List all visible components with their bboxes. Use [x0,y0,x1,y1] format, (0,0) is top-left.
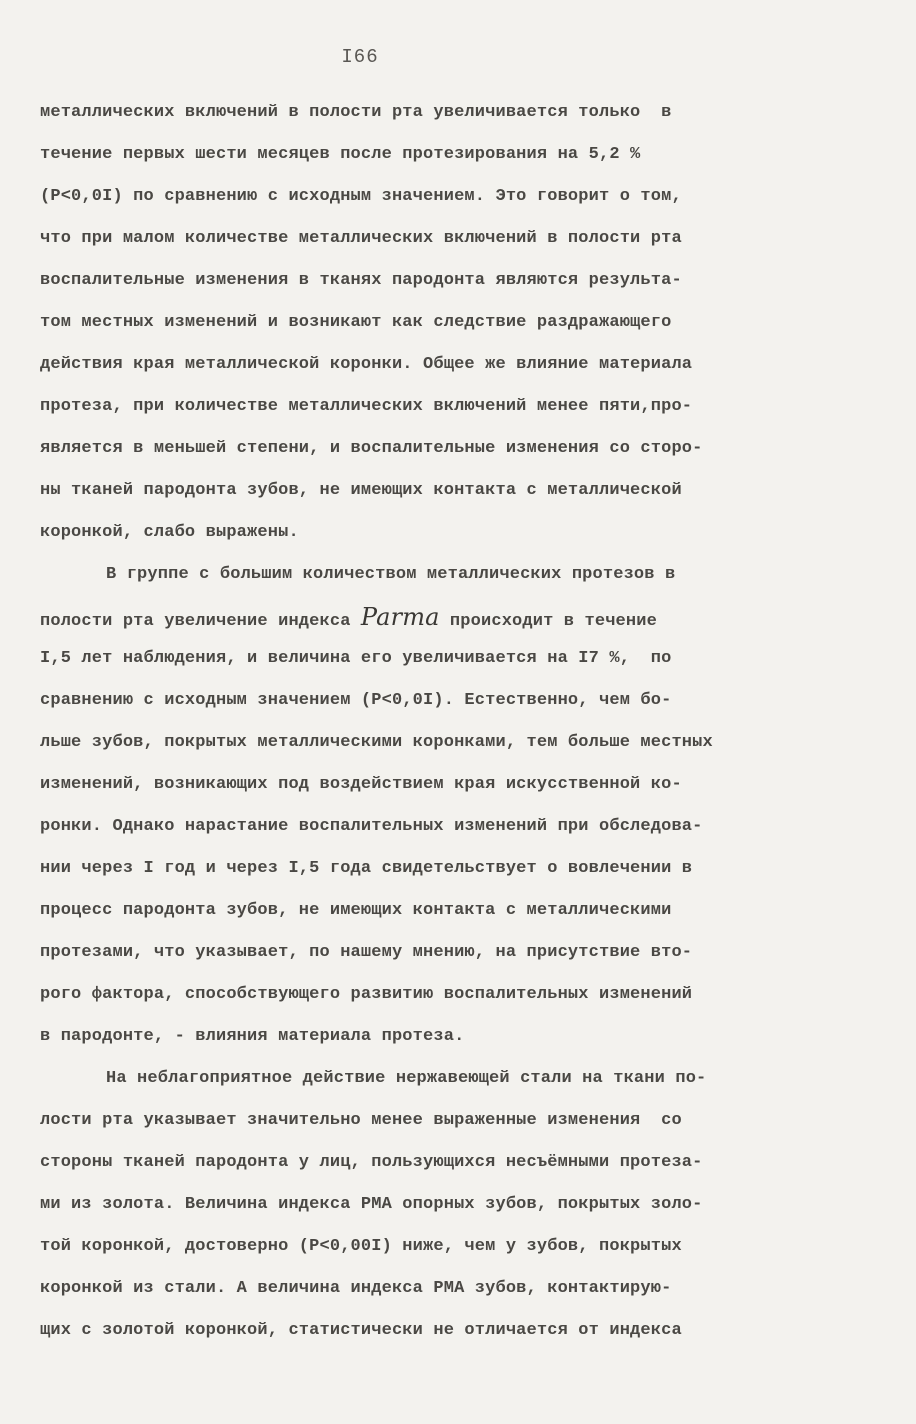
text-line-with-handwriting [40,596,880,638]
text-line: щих с золотой коронкой, статистически не отличается от индекса [40,1321,682,1340]
text-line: (P<0,0I) по сравнению с исходным значением. Это говорит о том, [40,187,682,206]
paragraph-2 [40,554,880,1058]
text-line: изменений, возникающих под воздействием края искусственной ко- [40,775,682,794]
text-line: льше зубов, покрытых металлическими коронками, тем больше местных [40,733,713,752]
text-line: той коронкой, достоверно (P<0,00I) ниже, чем у зубов, покрытых [40,1237,682,1256]
text-line: На неблагоприятное действие нержавеющей стали на ткани по- [106,1069,707,1088]
text-line: течение первых шести месяцев после протезирования на 5,2 % [40,145,641,164]
text-line: лости рта указывает значительно менее выраженные изменения со [40,1111,682,1130]
text-line: I,5 лет наблюдения, и величина его увеличивается на I7 %, по [40,649,672,668]
text-line: является в меньшей степени, и воспалительные изменения со сторо- [40,439,703,458]
text-line: ми из золота. Величина индекса РМА опорных зубов, покрытых золо- [40,1195,703,1214]
text-line: воспалительные изменения в тканях пародонта являются результа- [40,271,682,290]
text-fragment: происходит в течение [439,612,657,631]
text-line: ронки. Однако нарастание воспалительных изменений при обследова- [40,817,703,836]
text-line: коронкой, слабо выражены. [40,523,299,542]
text-line: металлических включений в полости рта увеличивается только в [40,103,672,122]
text-line: действия края металлической коронки. Общее же влияние материала [40,355,693,374]
text-line: В группе с большим количеством металлических протезов в [106,565,676,584]
text-line: протеза, при количестве металлических включений менее пяти,про- [40,397,693,416]
text-line: стороны тканей пародонта у лиц, пользующихся несъёмными протеза- [40,1153,703,1172]
text-line: в пародонте, - влияния материала протеза. [40,1027,465,1046]
text-line: нии через I год и через I,5 года свидетельствует о вовлечении в [40,859,693,878]
handwritten-word: Parma [360,603,440,631]
text-line: протезами, что указывает, по нашему мнению, на присутствие вто- [40,943,693,962]
text-fragment: полости рта увеличение индекса [40,612,361,631]
paragraph-1 [40,92,880,554]
text-line: рого фактора, способствующего развитию воспалительных изменений [40,985,693,1004]
page-number: I66 [341,46,379,68]
text-line: коронкой из стали. А величина индекса РМА зубов, контактирую- [40,1279,672,1298]
document-body [40,92,880,1352]
text-line: процесс пародонта зубов, не имеющих контакта с металлическими [40,901,672,920]
text-line: что при малом количестве металлических включений в полости рта [40,229,682,248]
text-line: том местных изменений и возникают как следствие раздражающего [40,313,672,332]
text-line: сравнению с исходным значением (P<0,0I). Естественно, чем бо- [40,691,672,710]
paragraph-3 [40,1058,880,1352]
text-line: ны тканей пародонта зубов, не имеющих контакта с металлической [40,481,682,500]
